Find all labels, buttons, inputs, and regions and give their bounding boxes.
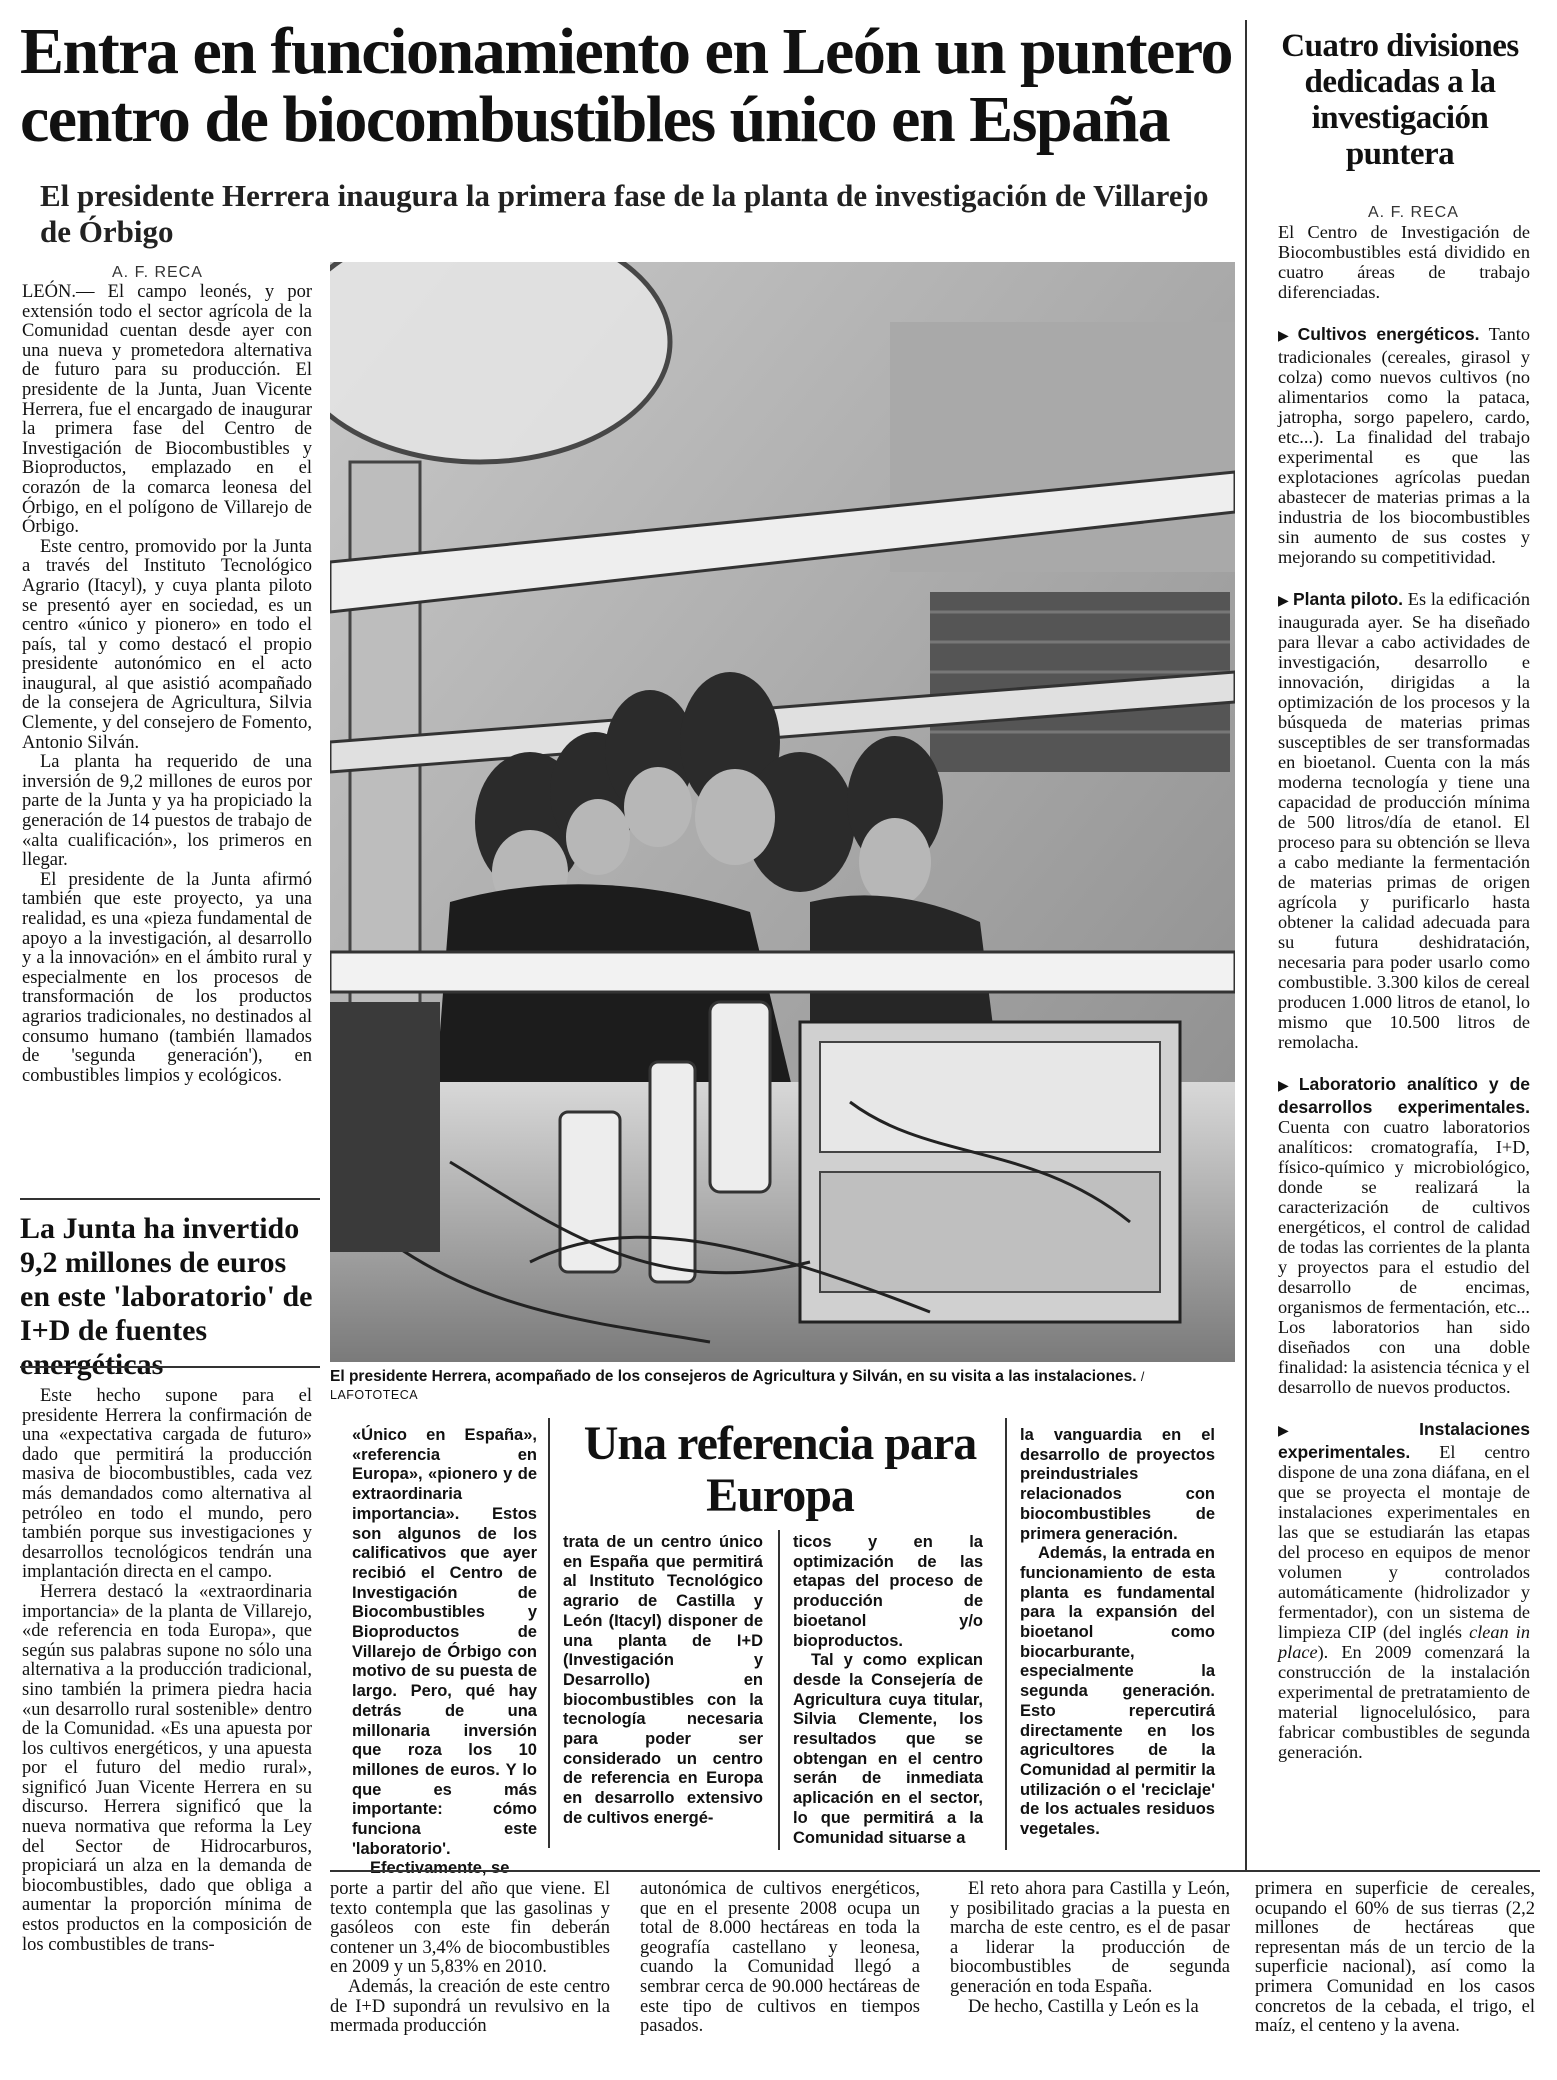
article-paragraph: La planta ha requerido de una inversión de 9,2 millones de euros por parte de la Junta y ya ha propiciado la generación de 14 puestos de trabajo de «alta cualificación», los primeros en llegar. <box>22 752 312 871</box>
section-lead: Instalaciones experimentales. <box>1278 1419 1530 1462</box>
feature-column-2 <box>563 1533 763 1829</box>
feature-paragraph: Además, la entrada en funcionamiento de esta planta es fundamental para la expansión del bioetanol como biocarburante, especialmente la segunda generación. Esto repercutirá directamente en los agricultores de la Comunidad al permitir la utilización o el 'reciclaje' de los actuales residuos vegetales. <box>1020 1544 1215 1839</box>
arrow-icon: ▶ <box>1278 329 1294 344</box>
article-paragraph: De hecho, Castilla y León es la <box>968 1996 1199 2017</box>
pullquote-bottom-rule <box>20 1366 320 1368</box>
section-text: Cuenta con cuatro laboratorios analíticos: cromatografía, I+D, físico-químico y microbiológico, donde se realizará la caracterización de cultivos energéticos, el control de calidad de todas las corrientes de la planta y proyectos para el estudio del desarrollo de encimas, organismos de fermentación, etc... Los laboratorios han sido diseñados con una doble finalidad: la asistencia técnica y el desarrollo de nuevos productos. <box>1278 1117 1530 1397</box>
sidebar-section-cultivos <box>1278 324 1530 567</box>
feature-paragraph: Tal y como explican desde la Consejería de Agricultura cuya titular, Silvia Clemente, los resultados que se obtengan en el centro serán de inmediata aplicación en el sector, lo que permitirá a la Comunidad situarse a <box>793 1651 983 1847</box>
feature-column-1 <box>352 1426 537 1879</box>
sidebar-byline: A. F. RECA <box>1368 204 1459 221</box>
article-paragraph: Herrera destacó la «extraordinaria importancia» de la planta de Villarejo, «de referencia en toda Europa», que según sus palabras supone no sólo una alternativa a la producción tradicional, sino también la primera piedra hacia «un desarrollo rural sostenible» dentro de la Comunidad. «Es una apuesta por los cultivos energéticos, y una apuesta por el futuro del medio rural», significó Juan Vicente Herrera en su discurso. Herrera significó que la nueva normativa que reforma la Ley del Sector de Hidrocarburos, propiciará un alza en la demanda de biocombustibles, dado que obliga a aumentar la proporción mínima de estos productos en la composición de los combustibles de trans- <box>22 1581 312 1955</box>
section-text: El centro dispone de una zona diáfana, en el que se proyecta el montaje de instalaciones experimentales en las que se estudiarán las etapas del proceso en equipos de menor volumen y controlados automáticamente (hidrolizador y fermentador), con un sistema de limpieza CIP (del inglés <box>1278 1442 1530 1642</box>
article-column-3 <box>640 1880 920 2037</box>
sidebar-divider <box>1245 20 1247 1870</box>
article-column-1-continued <box>22 1387 312 1955</box>
article-paragraph: LEÓN.— El campo leonés, y por extensión todo el sector agrícola de la Comunidad cuentan desde ayer con una nueva y prometedora alternativa de futuro para su producción. El presidente de la Junta, Juan Vicente Herrera, fue el encargado de inaugurar la primera fase del Centro de Investigación de Biocombustibles y Bioproductos, emplazado en el corazón de la comarca leonesa del Órbigo, en el polígono de Villarejo de Órbigo. <box>22 282 312 538</box>
section-lead: Laboratorio analítico y de desarrollos experimentales. <box>1278 1074 1530 1117</box>
pullquote-top-rule <box>20 1198 320 1200</box>
photo-illustration <box>330 262 1235 1362</box>
section-text: ). En 2009 comenzará la construcción de la instalación experimental de pretratamiento de material lignocelulósico, para fabricar combustibles de segunda generación. <box>1278 1642 1530 1762</box>
sidebar-intro: El Centro de Investigación de Biocombustibles está dividido en cuatro áreas de trabajo diferenciadas. <box>1278 222 1530 302</box>
photo-caption-text: El presidente Herrera, acompañado de los consejeros de Agricultura y Silván, en su visita a las instalaciones. <box>330 1368 1137 1385</box>
feature-divider <box>1005 1418 1007 1850</box>
article-paragraph: porte a partir del año que viene. El texto contempla que las gasolinas y gasóleos con este fin deberán contener un 3,4% de biocombustibles en 2009 y un 5,83% en 2010. <box>330 1879 610 1978</box>
arrow-icon: ▶ <box>1278 594 1289 609</box>
article-column-5 <box>1255 1880 1535 2037</box>
article-paragraph: Además, la creación de este centro de I+D supondrá un revulsivo en la mermada producción <box>330 1976 610 2037</box>
sidebar-title: Cuatro divisiones dedicadas a la investigación puntera <box>1281 28 1519 172</box>
article-byline: A. F. RECA <box>112 264 203 281</box>
section-text: Tanto tradicionales (cereales, girasol y colza) como nuevos cultivos (no alimentarios como la pataca, jatropha, sorgo papelero, cardo, etc...). La finalidad del trabajo experimental es que las explotaciones agrícolas puedan abastecer de materias primas a la industria de los biocombustibles sin aumento de sus costes y mejorando su competitividad. <box>1278 324 1530 567</box>
feature-divider <box>778 1530 780 1850</box>
photo-credit: / LAFOTOTECA <box>330 1370 1145 1402</box>
article-paragraph: Este hecho supone para el presidente Herrera la confirmación de una «expectativa cargada de futuro» dado que permitirá la producción masiva de biocombustibles, cada vez más demandados como alternativa al petróleo en todo el mundo, pero también porque sus investigaciones y desarrollos tecnológicos tendrán una implantación directa en el campo. <box>22 1386 312 1583</box>
section-text-italic: clean in place <box>1278 1622 1530 1662</box>
sidebar-section-planta <box>1278 589 1530 1052</box>
feature-paragraph: ticos y en la optimización de las etapas del proceso de producción de bioetanol y/o bioproductos. <box>793 1533 983 1650</box>
section-lead: Cultivos energéticos. <box>1297 324 1480 344</box>
photo-laboratory-visit <box>330 262 1235 1362</box>
feature-title: Una referencia para Europa <box>583 1417 977 1522</box>
feature-paragraph: Efectivamente, se <box>370 1859 510 1878</box>
feature-divider <box>548 1418 550 1848</box>
feature-column-4 <box>1020 1426 1215 1840</box>
article-paragraph: Este centro, promovido por la Junta a través del Instituto Tecnológico Agrario (Itacyl), y cuya planta piloto se presentó ayer en sociedad, es un centro «único y pionero» en todo el país, tal y como destacó el propio presidente autonómico en el acto inaugural, al que asistió acompañado de la consejera de Agricultura, Silvia Clemente, y del consejero de Fomento, Antonio Silván. <box>22 536 312 753</box>
section-lead: Planta piloto. <box>1292 589 1404 609</box>
sidebar-section-instalaciones <box>1278 1419 1530 1762</box>
article-paragraph: El presidente de la Junta afirmó también que este proyecto, ya una realidad, es una «pieza fundamental de apoyo a la investigación, al desarrollo y a la innovación» en el ámbito rural y especialmente en los procesos de transformación de los productos agrarios tradicionales, no destinados al consumo humano (también llamados de 'segunda generación'), en combustibles limpios y ecológicos. <box>22 869 312 1086</box>
subheadline: El presidente Herrera inaugura la primera fase de la planta de investigación de Villarejo de Órbigo <box>40 178 1209 249</box>
article-paragraph: autonómica de cultivos energéticos, que en el presente 2008 ocupa un total de 8.000 hectáreas en toda la geografía castellano y leonesa, cuando la Comunidad llegó a sembrar cerca de 90.000 hectáreas de este tipo de cultivos en tiempos pasados. <box>640 1879 920 2037</box>
article-column-4 <box>950 1880 1230 2017</box>
sidebar-column <box>1278 222 1530 1762</box>
feature-column-3 <box>793 1533 983 1848</box>
feature-paragraph: «Único en España», «referencia en Europa», «pionero y de extraordinaria importancia». Estos son algunos de los calificativos que ayer recibió el Centro de Investigación de Biocombustibles y Bioproductos de Villarejo de Órbigo con motivo de su puesta de largo. Pero, qué hay detrás de una millonaria inversión que roza los 10 millones de euros. Y lo que es más importante: cómo funciona este 'laboratorio'. <box>352 1426 537 1858</box>
bottom-rule <box>330 1870 1540 1872</box>
photo-caption <box>330 1368 1235 1404</box>
article-column-1 <box>22 283 312 1086</box>
feature-paragraph: trata de un centro único en España que permitirá al Instituto Tecnológico agrario de Castilla y León (Itacyl) disponer de una planta de I+D (Investigación y Desarrollo) en biocombustibles con la tecnología necesaria para poder ser considerado un centro de referencia en Europa en desarrollo extensivo de cultivos energé- <box>563 1533 763 1827</box>
headline: Entra en funcionamiento en León un puntero centro de biocombustibles único en España <box>20 15 1232 156</box>
arrow-icon: ▶ <box>1278 1424 1416 1439</box>
article-paragraph: El reto ahora para Castilla y León, y posibilitado gracias a la puesta en marcha de este centro, es el de pasar a liderar la producción de biocombustibles de segunda generación en toda España. <box>950 1879 1230 1997</box>
pull-quote: La Junta ha invertido 9,2 millones de euros en este 'laboratorio' de I+D de fuentes energéticas <box>20 1212 313 1381</box>
sidebar-section-laboratorio <box>1278 1074 1530 1397</box>
article-column-2 <box>330 1880 610 2037</box>
article-paragraph: primera en superficie de cereales, ocupando el 60% de sus tierras (2,2 millones de hectáreas que representan más de un tercio de la superficie nacional), así como la primera Comunidad en los casos concretos de la cebada, el trigo, el maíz, el centeno y la avena. <box>1255 1879 1535 2037</box>
arrow-icon: ▶ <box>1278 1079 1295 1094</box>
feature-paragraph: la vanguardia en el desarrollo de proyectos preindustriales relacionados con biocombustibles de primera generación. <box>1020 1426 1215 1543</box>
section-text: Es la edificación inaugurada ayer. Se ha diseñado para llevar a cabo actividades de investigación, desarrollo e innovación, dirigidas a la optimización de los procesos y la búsqueda de materias primas susceptibles de ser transformadas en bioetanol. Cuenta con la más moderna tecnología y tiene una capacidad de producción mínima de 500 litros/día de etanol. El proceso para su obtención se lleva a cabo mediante la fermentación de materias primas de origen agrícola y purificarlo hasta obtener la calidad adecuada para su futura deshidratación, necesaria para poder usarlo como combustible. 3.300 kilos de cereal producen 1.000 litros de etanol, lo mismo que 10.500 litros de remolacha. <box>1278 589 1530 1052</box>
